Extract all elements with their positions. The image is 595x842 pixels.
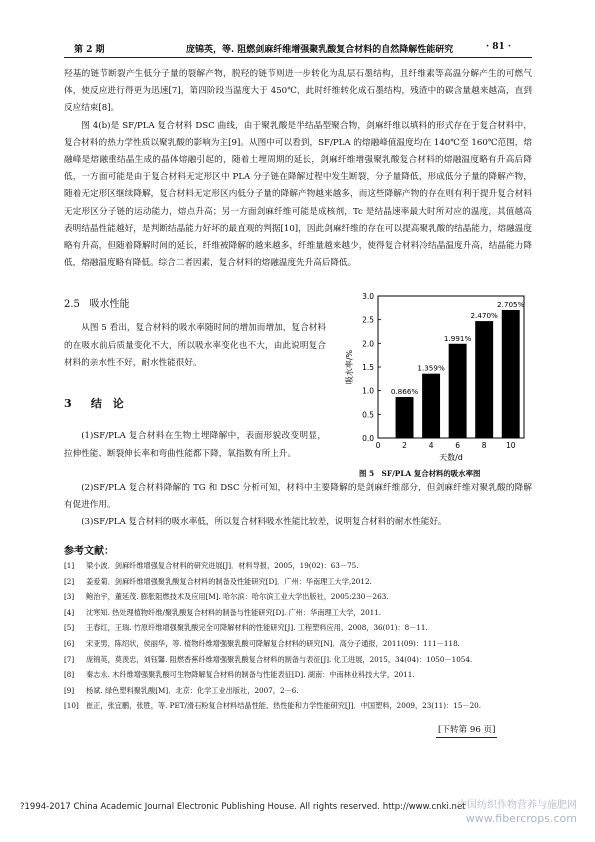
x-tick-label: 2	[402, 441, 407, 450]
reference-text: 梁小波．剑麻纤维增强复合材料的研究进展[J]．材料导报，2005，19(02)：63－75.	[86, 561, 359, 570]
conclusion-item-3: (3)SF/PLA 复合材料的吸水率低，所以复合材料吸水性能比较差，说明复合材料的耐水性能好。	[81, 517, 447, 528]
section-title: 结 论	[90, 397, 124, 410]
reference-text: 王春红，王瑞. 竹原纤维增强聚乳酸完全可降解材料的性能研究[J]. 工程塑料应用，2008，36(01)：8－11.	[86, 623, 428, 633]
reference-item	[64, 620, 534, 636]
reference-item	[64, 683, 534, 699]
data-label: 2.470%	[470, 311, 498, 321]
reference-number: [1]	[64, 561, 75, 570]
page-number: · 81 ·	[486, 42, 512, 52]
reference-number: [3]	[64, 592, 75, 602]
figure-5-caption: 图 5 SF/PLA 复合材料的吸水率图	[359, 469, 481, 478]
section-2-5-heading	[64, 295, 129, 310]
y-tick-label: 2.0	[362, 339, 374, 349]
x-tick-label: 6	[455, 441, 461, 450]
reference-item	[64, 698, 534, 714]
y-tick-label: 1.0	[362, 386, 374, 396]
data-label: 1.359%	[417, 363, 445, 373]
x-tick-label: 10	[505, 441, 516, 450]
y-tick-label: 1.5	[362, 363, 374, 372]
section-number: 3	[64, 397, 72, 410]
reference-number: [4]	[64, 607, 75, 617]
copyright-footer: ?1994-2017 China Academic Journal Electronic Publishing House. All rights reserved. http://www.cnki.net	[20, 802, 466, 812]
reference-item	[64, 605, 534, 621]
reference-list	[64, 558, 534, 714]
paragraph-tg-analysis: 羟基的链节断裂产生低分子量的裂解产物，脱羟的链节则进一步转化为乱层石墨结构，且纤维素等高温分解产生的可燃气体，使反应进行得更为迅速[7]，第四阶段当温度大于 450℃，此时纤维转化成石墨结构，残渣中的碳含量越来越高，直到反应结束[8]。	[64, 69, 532, 114]
y-tick-label: 2.5	[362, 315, 374, 325]
header-rule	[64, 57, 532, 58]
y-tick-label: 0.0	[362, 434, 374, 443]
reference-text: 沈寒知. 热处理植物纤维/聚乳酸复合材料的制备与性能研究[D]. 广州：华南理工大学，2011.	[86, 607, 382, 617]
bar	[475, 321, 493, 438]
watermark-url: www.fibercrops.com	[465, 812, 577, 825]
bar	[422, 374, 440, 438]
reference-item	[64, 589, 534, 605]
reference-number: [5]	[64, 623, 75, 633]
conclusion-items	[64, 480, 532, 532]
bar	[502, 310, 520, 438]
reference-text: 鲍治宇，董延茂. 膨胀阻燃技术及应用[M]. 哈尔滨：哈尔滨工业大学出版社，2005:230－263.	[86, 592, 389, 602]
reference-item	[64, 558, 534, 574]
data-label: 1.991%	[443, 333, 472, 343]
section-title: 吸水性能	[89, 299, 130, 310]
reference-item	[64, 652, 534, 668]
bar	[396, 397, 414, 438]
body-text	[64, 66, 532, 272]
paragraph-dsc-analysis: 图 4(b)是 SF/PLA 复合材料 DSC 曲线，由于聚乳酸是半结晶型聚合物，剑麻纤维以填料的形式存在于复合材料中，复合材料的热力学性质以聚乳酸的影响为主[9]。从图中可以看到，SF/PLA 的熔融峰值温度均在 140℃至 160℃范围，熔融峰是熔融重结晶生成的晶体熔融引起的，随着土埋周期的延长，剑麻纤维增强聚乳酸复合材料的熔融温度略有升高后降低，一方面可能是由于复合材料无定形区中 PLA 分子链在降解过程中发生断裂，分子量降低，形成低分子量的降解产物，随着无定形区继续降解，复合材料无定形区内低分子量的降解产物越来越多，而这些降解产物的存在则有利于提升复合材料无定形区分子链的运动能力，熔点升高；另一方面剑麻纤维可能是成核剂，Tc 是结晶速率最大时所对应的温度，其值越高表明结晶性能越好，是判断结晶能力好坏的最直观的判据[10]，因此剑麻纤维的存在可以提高聚乳酸的结晶能力，熔融温度略有升高，但随着降解时间的延长，纤维被降解的越来越多，纤维量越来越少，使得复合材料冷结晶温度升高，结晶能力降低，熔融温度略有降低。综合二者因素，复合材料的熔融温度先升高后降低。	[64, 120, 532, 269]
x-axis-label: 天数/d	[439, 453, 463, 462]
x-tick-label: 8	[481, 441, 487, 450]
x-tick-label: 0	[375, 441, 381, 450]
reference-number: [9]	[64, 685, 75, 695]
reference-number: [6]	[64, 638, 75, 648]
reference-text: 宋亚男，陈绍状，侯丽华，等. 植物纤维增强聚乳酸可降解复合材料的研究[N]．高分子通报，2011(09)：111－118.	[86, 638, 460, 648]
x-tick-label: 4	[428, 441, 434, 450]
conclusion-item-1: (1)SF/PLA 复合材料在生物土埋降解中，表面形貌改变明显，拉伸性能、断裂伸长率和弯曲性能都下降，氧指数有所上升。	[64, 431, 326, 459]
reference-item	[64, 574, 534, 590]
reference-text: 崔正，张宜鹏，张胜，等. PET/滑石粉复合材料结晶性能、热性能和力学性能研究[J]．中国塑料，2009，23(11)：15－20.	[86, 701, 482, 711]
y-tick-label: 0.5	[362, 410, 374, 420]
references-heading: 参考文献：	[64, 546, 114, 557]
data-label: 0.866%	[390, 387, 419, 397]
section-2-5-text: 从图 5 看出，复合材料的吸水率随时间的增加而增加，复合材料的在吸水前后质量变化不大，所以吸水率变化也不大，由此说明复合材料的亲水性不好，耐水性能很好。	[64, 323, 326, 368]
watermark-site-name: 中国纺织作物营养与施肥网	[457, 800, 577, 811]
water-absorption-chart	[324, 288, 534, 466]
continued-note: [下转第 96 页]	[436, 723, 497, 738]
reference-number: [7]	[64, 654, 75, 664]
section-number: 2.5	[64, 299, 80, 310]
running-title: 庞锦英，等. 阻燃剑麻纤维增强聚乳酸复合材料的自然降解性能研究	[186, 45, 454, 55]
issue-number: 第 2 期	[74, 45, 105, 55]
section-3-heading	[64, 395, 124, 411]
reference-text: 秦志永. 木纤维增强聚乳酸可生物降解复合材料的制备与性能表征[D]. 湖南：中南林业科技大学，2011.	[86, 670, 415, 680]
reference-item	[64, 667, 534, 683]
reference-number: [10]	[64, 701, 79, 711]
reference-number: [8]	[64, 670, 75, 680]
reference-text: 庞锦英，莫羡忠，刘钰馨. 阻燃香蕉纤维增强聚乳酸复合材料的制备与表征[J]. 化工进展，2015，34(04)：1050－1054.	[86, 654, 473, 664]
reference-item	[64, 636, 534, 652]
y-tick-label: 3.0	[362, 292, 374, 301]
reference-text: 姜爱菊．剑麻纤维增强聚乳酸复合材料的制备及性能研究[D]．广州：华南理工大学,2012.	[86, 576, 372, 586]
reference-text: 杨斌. 绿色塑料聚乳酸[M]．北京：化学工业出版社，2007，2－6.	[86, 685, 299, 695]
reference-number: [2]	[64, 576, 75, 586]
conclusion-item-2: (2)SF/PLA 复合材料降解的 TG 和 DSC 分析可知，材料中主要降解的是剑麻纤维部分，但剑麻纤维对聚乳酸的降解有促进作用。	[64, 483, 532, 511]
data-label: 2.705%	[497, 299, 525, 309]
y-axis-label: 吸水率/%	[345, 349, 354, 385]
bar	[449, 344, 467, 438]
